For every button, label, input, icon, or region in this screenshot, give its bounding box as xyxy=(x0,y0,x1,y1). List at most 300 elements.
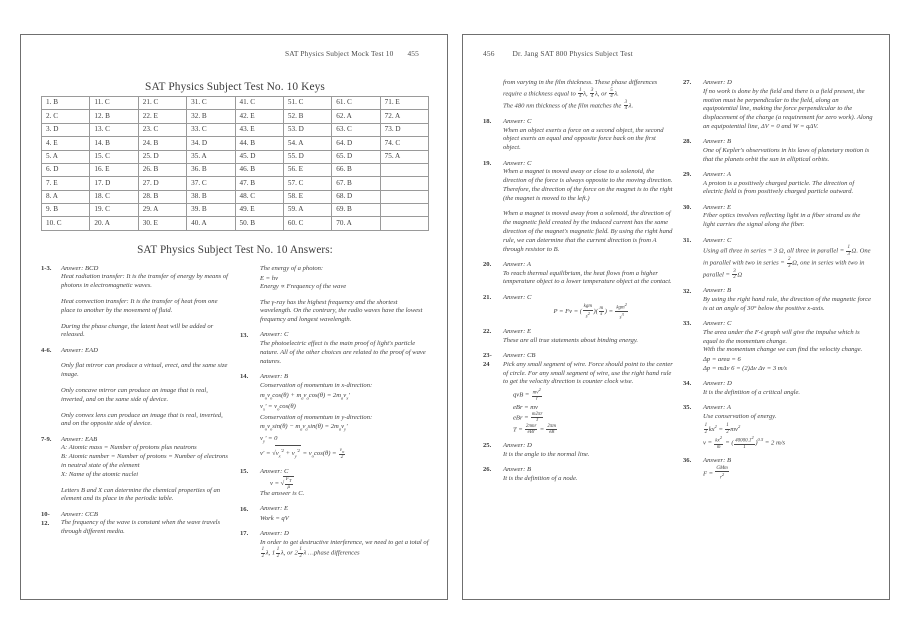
key-cell: 51. C xyxy=(283,97,331,110)
equation-vx-prime: $v_x' = v_o\cos(\theta)$ xyxy=(260,403,296,412)
entry-number-second: 12. xyxy=(41,519,50,527)
key-cell: 20. A xyxy=(90,217,138,230)
explanation-paragraph: Only convex lens can produce an image that is real, inverted, and on the opposite side of device. xyxy=(61,411,223,428)
explanation-text-part: The 480 nm thickness of the film matches the xyxy=(503,102,622,110)
table-row xyxy=(42,204,429,217)
answer-line: Answer: C xyxy=(503,159,532,167)
answer-line: Answer: C xyxy=(703,320,732,328)
explanation-paragraph: Only flat mirror can produce a virtual, erect, and the same size image. xyxy=(61,362,228,379)
explanation-paragraph: Use conservation of energy. xyxy=(703,412,777,420)
entry-number: 4-6. xyxy=(41,347,52,355)
explanation-paragraph: It is the definition of a node. xyxy=(503,474,578,482)
entry-number: 1-3. xyxy=(41,265,52,273)
table-row xyxy=(42,177,429,190)
key-cell: 11. C xyxy=(90,97,138,110)
key-cell: 68. D xyxy=(332,190,380,203)
entry-number: 29. xyxy=(683,171,692,179)
left-page-column-1 xyxy=(41,265,230,566)
key-cell xyxy=(380,190,428,203)
key-cell: 28. B xyxy=(138,190,186,203)
answer-line: Answer: B xyxy=(703,287,732,295)
table-row xyxy=(42,123,429,136)
key-cell: 59. A xyxy=(283,204,331,217)
answer-entry-25 xyxy=(483,442,673,460)
key-cell: 47. B xyxy=(235,177,283,190)
answer-line: Answer: E xyxy=(260,505,289,513)
answer-line: Answer: B xyxy=(703,457,732,465)
key-cell: 66. B xyxy=(332,163,380,176)
entry-body xyxy=(503,442,673,460)
entry-number-first: 23- xyxy=(483,352,492,360)
answer-line: Answer: EAD xyxy=(61,346,98,354)
key-cell: 56. E xyxy=(283,163,331,176)
explanation-paragraph: When an object exerts a force on a second object, the second object exerts an equal and opposite force back on the first object. xyxy=(503,126,664,152)
answer-line: Answer: A xyxy=(503,260,531,268)
fraction-two-thirds: $\frac{2}{3}$ xyxy=(788,257,791,269)
entry-body xyxy=(61,436,230,504)
key-cell: 70. A xyxy=(332,217,380,230)
answer-entry-30 xyxy=(683,204,873,230)
explanation-paragraph: The photoelectric effect is the main proof of light's particle nature. All of the other choices are related to the proof of wave natures. xyxy=(260,340,426,365)
explanation-paragraph: One of Kepler's observations in his laws of planetary motion is that the planets orbit the sun in elliptical orbits. xyxy=(703,146,870,163)
explanation-paragraph: When a magnet is moved away from a solenoid, the direction of the magnetic field created by the induced current has the same direction of the magnet's magnetic field. By using the right hand rule, we can determine that the current direction is from A through resistor to B. xyxy=(503,210,673,253)
fraction-three-quarters: $\frac{3}{4}$ xyxy=(624,99,628,112)
left-page-running-head xyxy=(41,49,429,65)
answer-entry-33 xyxy=(683,320,873,374)
key-cell: 2. C xyxy=(42,110,90,123)
key-cell: 69. B xyxy=(332,204,380,217)
entry-number: 36. xyxy=(683,457,692,465)
key-cell: 14. B xyxy=(90,137,138,150)
entry-number: 25. xyxy=(483,442,492,450)
equation-wave-speed: v = √ $\frac{F_T}{\mu}$ xyxy=(260,476,429,490)
key-cell: 74. C xyxy=(380,137,428,150)
key-cell: 15. C xyxy=(90,150,138,163)
key-cell: 17. D xyxy=(90,177,138,190)
equation-ebr-mv: eBr = mv xyxy=(513,403,538,411)
answer-entry-19 xyxy=(483,160,673,255)
explanation-paragraph xyxy=(703,245,873,280)
key-cell: 40. A xyxy=(187,217,235,230)
explanation-paragraph: Heat convection transfer: It is the transfer of heat from one place to another by the movement of fluid. xyxy=(61,298,218,314)
left-page-column-2 xyxy=(240,265,429,566)
explanation-paragraph: It is the definition of a critical angle. xyxy=(703,388,801,396)
key-cell: 22. E xyxy=(138,110,186,123)
key-cell xyxy=(380,204,428,217)
explanation-paragraph: Energy ∝ Frequency of the wave xyxy=(260,282,347,290)
entry-number: 15. xyxy=(240,467,249,475)
key-cell xyxy=(380,217,428,230)
key-cell: 63. C xyxy=(332,123,380,136)
key-cell: 19. C xyxy=(90,204,138,217)
right-page-running-head xyxy=(483,49,873,65)
explanation-paragraph: X: Name of the atomic nuclei xyxy=(61,470,139,478)
table-row xyxy=(42,217,429,230)
key-cell: 5. A xyxy=(42,150,90,163)
answer-entry-21 xyxy=(483,294,673,322)
entry-number: 21. xyxy=(483,293,492,301)
entry-body xyxy=(260,331,429,366)
continuation-block-thin-film xyxy=(483,79,673,111)
entry-body xyxy=(503,328,673,346)
entry-number: 26. xyxy=(483,466,492,474)
entry-number: 17. xyxy=(240,530,249,538)
explanation-paragraph: Heat radiation transfer: It is the transfer of energy by means of photons in electromagnetic waves. xyxy=(61,273,228,290)
answer-entry-13 xyxy=(240,331,429,366)
equation-impulse-area: Δp = area = 6 xyxy=(703,356,741,364)
entry-body xyxy=(503,466,673,484)
key-cell: 7. E xyxy=(42,177,90,190)
right-page-column-1 xyxy=(483,79,673,490)
key-cell: 44. B xyxy=(235,137,283,150)
table-row xyxy=(42,150,429,163)
key-cell: 39. B xyxy=(187,204,235,217)
answer-entry-7-9 xyxy=(41,436,230,504)
right-running-head-text: Dr. Jang SAT 800 Physics Subject Test xyxy=(512,49,633,58)
key-cell: 8. A xyxy=(42,190,90,203)
page-right xyxy=(462,34,890,600)
key-cell: 50. B xyxy=(235,217,283,230)
entry-number: 13. xyxy=(240,331,249,339)
fraction-one-quarter: $\frac{1}{4}$ xyxy=(579,87,582,100)
entry-number: 35. xyxy=(683,404,692,412)
answer-keys-body xyxy=(42,97,429,231)
answer-line: Answer: C xyxy=(703,236,732,244)
fraction-one-half: $\frac{1}{2}$ xyxy=(299,547,302,559)
key-cell: 52. B xyxy=(283,110,331,123)
entry-body xyxy=(260,265,429,325)
entry-body xyxy=(703,171,873,197)
entry-body xyxy=(703,320,873,374)
entry-body xyxy=(503,261,673,287)
explanation-paragraph: The energy of a photon: xyxy=(260,264,324,272)
answer-entry-26 xyxy=(483,466,673,484)
entry-body xyxy=(61,265,230,340)
explanation-paragraph: The answer is C. xyxy=(260,490,305,498)
key-cell: 25. D xyxy=(138,150,186,163)
answer-entry-34 xyxy=(683,380,873,398)
answer-line: Answer: A xyxy=(703,404,731,412)
answer-line: Answer: D xyxy=(703,79,732,86)
entry-number: 18. xyxy=(483,118,492,126)
equation-velocity-solve: v = $\frac{kx^2}{m}$ = ( $\frac{40000.1^2}{1}$ )$^{0.5}$ = 2 m/s xyxy=(703,435,786,451)
answer-line: Answer: D xyxy=(703,380,732,388)
explanation-paragraph: By using the right hand rule, the direction of the magnetic force is at an angle of 30° below the positive x-axis. xyxy=(703,295,871,312)
equation-momentum-change: Δp = mΔv 6 = (2)Δv Δv = 3 m/s xyxy=(703,365,787,373)
answer-line: Answer: E xyxy=(703,203,732,211)
key-cell: 34. D xyxy=(187,137,235,150)
key-cell: 41. C xyxy=(235,97,283,110)
entry-number: 16. xyxy=(240,505,249,513)
left-page-columns xyxy=(41,265,429,566)
answer-entry-23-24 xyxy=(483,352,673,435)
entry-number: 32. xyxy=(683,287,692,295)
fraction-one-half: $\frac{1}{2}$ xyxy=(261,547,265,559)
entry-body xyxy=(503,352,673,435)
answer-entry-29 xyxy=(683,171,873,197)
explanation-text-part: Ω. One in parallel with two in series = xyxy=(703,247,871,267)
entry-body xyxy=(703,457,873,481)
key-cell: 1. B xyxy=(42,97,90,110)
explanation-paragraph: To reach thermal equilibrium, the heat flows from a higher temperature object to a lower temperature object at the contact. xyxy=(503,269,672,286)
key-cell: 57. C xyxy=(283,177,331,190)
answer-line: Answer: B xyxy=(503,465,532,473)
explanation-paragraph: In order to get destructive interference, we need to get a total of $\frac{1}{2}$ λ, 1 $\frac{1}{2}$ λ, or 2 $\frac{1}{2}$ λ …phase differences xyxy=(260,538,429,559)
explanation-paragraph: Fiber optics involves reflecting light in a fiber strand as the light carries the signal along the fiber. xyxy=(703,212,861,229)
key-cell: 9. B xyxy=(42,204,90,217)
key-cell: 31. C xyxy=(187,97,235,110)
continuation-block-photon xyxy=(240,265,429,325)
answer-line: Answer: C xyxy=(503,293,532,301)
key-cell: 60. C xyxy=(283,217,331,230)
explanation-paragraph: A proton is a positively charged particle. The direction of electric field is from positively charged particle outward. xyxy=(703,179,855,196)
key-cell: 49. E xyxy=(235,204,283,217)
key-cell: 24. B xyxy=(138,137,186,150)
entry-number: 28. xyxy=(683,138,692,146)
key-cell: 54. A xyxy=(283,137,331,150)
entry-number: 33. xyxy=(683,320,692,328)
explanation-paragraph: Letters B and X can determine the chemical properties of an element and its place in the periodic table. xyxy=(61,486,221,503)
key-cell: 43. E xyxy=(235,123,283,136)
answer-entry-27 xyxy=(683,79,873,132)
explanation-paragraph: With the momentum change we can find the velocity change. xyxy=(703,346,863,354)
key-cell: 37. C xyxy=(187,177,235,190)
entry-body xyxy=(703,404,873,451)
entry-number: 31. xyxy=(683,236,692,244)
explanation-text-part: or xyxy=(601,90,607,98)
explanation-paragraph: The γ-ray has the highest frequency and the shortest wavelength. On the contrary, the radio waves have the lowest frequency and longest wavelength. xyxy=(260,298,423,324)
answer-entry-1-3 xyxy=(41,265,230,340)
explanation-paragraph: The 480 nm thickness of the film matches the $\frac{3}{4}$ λ. xyxy=(503,99,634,112)
key-cell: 26. B xyxy=(138,163,186,176)
explanation-paragraph: It is the angle to the normal line. xyxy=(503,450,590,458)
table-row xyxy=(42,110,429,123)
answer-line: Answer: C xyxy=(260,331,289,339)
key-cell: 35. A xyxy=(187,150,235,163)
equation-momentum-y: $m_ov_o\sin(\theta) - m_av_a\sin(\theta) = 2m_av_y'$ xyxy=(260,423,348,432)
answer-entry-22 xyxy=(483,328,673,346)
equation-energy-conservation: $\frac{1}{2}$ $kx^2$ = $\frac{1}{2}$ $mv^2$ xyxy=(704,423,741,435)
key-cell: 71. E xyxy=(380,97,428,110)
entry-body xyxy=(260,468,429,499)
explanation-paragraph: Conservation of momentum in y-direction: xyxy=(260,413,373,421)
key-cell: 27. D xyxy=(138,177,186,190)
answer-entry-18 xyxy=(483,118,673,153)
entry-body xyxy=(260,505,429,523)
key-cell xyxy=(380,163,428,176)
answer-entry-17 xyxy=(240,530,429,559)
key-cell: 38. B xyxy=(187,190,235,203)
key-cell: 18. C xyxy=(90,190,138,203)
equation-photon-energy: E = hν xyxy=(260,274,278,282)
answer-line: Answer: B xyxy=(260,373,289,381)
answers-title: SAT Physics Subject Test No. 10 Answers: xyxy=(137,243,333,256)
answer-entry-32 xyxy=(683,287,873,313)
equation-period: T = $\frac{\text{2πmr}}{\text{eBr}}$ = $\frac{2\pi m}{eB}$ xyxy=(513,423,557,435)
explanation-text-part: …phase differences xyxy=(308,549,360,557)
key-cell: 42. E xyxy=(235,110,283,123)
answer-entry-14 xyxy=(240,373,429,461)
fraction-five-quarters: $\frac{5}{4}$ xyxy=(610,87,613,100)
entry-number: 20. xyxy=(483,261,492,269)
key-cell: 21. C xyxy=(138,97,186,110)
entry-body xyxy=(503,294,673,322)
entry-body xyxy=(703,204,873,230)
answer-entry-28 xyxy=(683,138,873,164)
key-cell: 64. D xyxy=(332,137,380,150)
answer-entry-36 xyxy=(683,457,873,481)
entry-body xyxy=(703,287,873,313)
key-cell: 61. C xyxy=(332,97,380,110)
explanation-paragraph: If no work is done by the field and there is a field present, the motion must be perpendicular to the field, along an equipotential line, making the force perpendicular to the displacement of the charge (a requirement for zero work). Along an equipotential line, ΔV = 0 and W = qΔV. xyxy=(703,87,873,130)
fraction-one-third: $\frac{1}{3}$ xyxy=(847,245,850,257)
entry-number: 14. xyxy=(240,373,249,381)
explanation-paragraph: The area under the F-t graph will give the impulse which is equal to the momentum change. xyxy=(703,328,860,345)
key-cell: 32. B xyxy=(187,110,235,123)
right-page-columns xyxy=(483,79,873,490)
key-cell xyxy=(380,177,428,190)
explanation-text-part: Using all three in series = 3 Ω, all three in parallel = xyxy=(703,247,845,255)
table-row xyxy=(42,190,429,203)
equation-work: Work = qV xyxy=(260,515,289,523)
entry-body xyxy=(703,237,873,281)
explanation-paragraph: Only concave mirror can produce an image that is real, inverted, and on the same side of device. xyxy=(61,387,208,403)
key-cell: 67. B xyxy=(332,177,380,190)
key-cell: 65. D xyxy=(332,150,380,163)
explanation-paragraph: from varying in the film thickness. These phase differences require a thickness equal to $\frac{1}{4}$ λ, $\frac{3}{4}$ λ, or $\frac{5}{4}$ λ. xyxy=(503,79,658,100)
right-page-column-2 xyxy=(683,79,873,490)
equation-power: P = Fv = ( $\frac{\text{kgm}}{s^2}$ )( $\frac{m}{s}$ ) = $\frac{kgm^2}{s^3}$ xyxy=(553,302,627,322)
key-cell: 16. E xyxy=(90,163,138,176)
entry-body xyxy=(503,79,673,111)
explanation-paragraph: During the phase change, the latent heat will be added or released. xyxy=(61,322,214,339)
fraction-three-halves: $\frac{3}{2}$ xyxy=(733,268,736,281)
keys-title: SAT Physics Subject Test No. 10 Keys xyxy=(145,81,325,93)
key-cell: 58. E xyxy=(283,190,331,203)
answer-line: Answer: BCD xyxy=(61,264,99,272)
entry-number xyxy=(483,352,503,369)
entry-body xyxy=(503,160,673,255)
equation-qvb: qvB = $\frac{mv^2}{r}$ xyxy=(513,387,541,403)
key-cell: 55. D xyxy=(283,150,331,163)
explanation-text-part: Ω xyxy=(737,271,743,279)
entry-number: 22. xyxy=(483,328,492,336)
explanation-paragraph: The frequency of the wave is constant when the wave travels through different media. xyxy=(61,519,221,536)
key-cell: 75. A xyxy=(380,150,428,163)
answer-line: Answer: EAB xyxy=(61,435,98,443)
page-left xyxy=(20,34,448,600)
answer-entry-10-12 xyxy=(41,511,230,537)
explanation-paragraph: B: Atomic number = Number of protons = Number of electrons in neutral state of the element xyxy=(61,453,228,470)
equation-vy-prime: $v_y' = 0$ xyxy=(260,434,278,444)
answer-line: Answer: C xyxy=(260,467,289,475)
key-cell: 46. B xyxy=(235,163,283,176)
entry-body xyxy=(703,138,873,164)
entry-number xyxy=(41,511,61,528)
entry-number-second: 24 xyxy=(483,360,490,368)
entry-body xyxy=(61,347,230,429)
explanation-paragraph: These are all true statements about binding energy. xyxy=(503,336,639,344)
explanation-text-part: from varying in the film thickness. These phase differences require a thickness equal to xyxy=(503,79,658,98)
answer-line: Answer: CCB xyxy=(61,510,98,518)
entry-body xyxy=(61,511,230,537)
entry-number: 34. xyxy=(683,380,692,388)
entry-number: 27. xyxy=(683,79,692,87)
key-cell: 33. C xyxy=(187,123,235,136)
left-page-number: 455 xyxy=(407,49,419,58)
explanation-paragraph: Conservation of momentum in x-direction: xyxy=(260,381,373,389)
key-cell: 73. D xyxy=(380,123,428,136)
key-cell: 4. E xyxy=(42,137,90,150)
entry-number-first: 10- xyxy=(41,511,50,518)
key-cell: 45. D xyxy=(235,150,283,163)
table-row xyxy=(42,163,429,176)
answer-entry-31 xyxy=(683,237,873,281)
entry-body xyxy=(260,373,429,461)
explanation-paragraph: Pick any small segment of wire. Force should point to the center of circle. For any small segment of wire, use the right hand rule to get the velocity direction is counter clock wise. xyxy=(503,360,673,386)
fraction-one-half: $\frac{1}{2}$ xyxy=(276,547,280,559)
explanation-text-part: In order to get destructive interference, we need to get a total of xyxy=(260,538,429,546)
key-cell: 30. E xyxy=(138,217,186,230)
equation-v-prime: $v' = √v_x^{'2} + v_y^{'2} = v_o\cos(\theta)$ = $\frac{v_o}{2}$ xyxy=(260,445,429,461)
explanation-text-part: Ω, one in series with two in parallel = xyxy=(703,259,865,279)
answer-entry-20 xyxy=(483,261,673,287)
equation-gravitation: F = $\frac{\text{GMm}}{r^2}$ xyxy=(703,465,728,481)
answer-line: Answer: D xyxy=(503,441,532,449)
key-cell: 72. A xyxy=(380,110,428,123)
entry-body xyxy=(260,530,429,559)
answer-line: Answer: B xyxy=(703,138,732,146)
entry-body xyxy=(703,79,873,132)
key-cell: 10. C xyxy=(42,217,90,230)
answer-line: Answer: D xyxy=(260,529,289,537)
left-running-head-text: SAT Physics Subject Mock Test 10 xyxy=(284,49,394,58)
key-cell: 53. D xyxy=(283,123,331,136)
entry-number: 7-9. xyxy=(41,436,52,444)
explanation-paragraph: A: Atomic mass = Number of protons plus neutrons xyxy=(61,444,197,452)
answer-line: Answer: C xyxy=(503,117,532,125)
entry-number: 30. xyxy=(683,204,692,212)
equation-momentum-x: $m_ov_o\cos(\theta) + m_av_a\cos(\theta) = 2m_av_x'$ xyxy=(260,391,350,400)
answer-entry-16 xyxy=(240,505,429,523)
right-page-number: 456 xyxy=(483,49,495,58)
answer-entry-35 xyxy=(683,404,873,451)
key-cell: 12. B xyxy=(90,110,138,123)
answer-line: Answer: CB xyxy=(503,352,536,360)
key-cell: 6. D xyxy=(42,163,90,176)
explanation-paragraph: When a magnet is moved away or close to a solenoid, the direction of the force is always opposite to the moving direction. Therefore, the direction of the force on the magnet is to the right (the magnet is moved to the left.) xyxy=(503,168,673,202)
table-row xyxy=(42,97,429,110)
equation-ebr-m2pir: eBr = $\frac{m2\pi r}{T}$ xyxy=(513,411,543,424)
fraction-three-quarters: $\frac{3}{4}$ xyxy=(590,87,594,100)
answer-line: Answer: E xyxy=(503,328,532,336)
key-cell: 48. C xyxy=(235,190,283,203)
answer-keys-table xyxy=(41,96,429,231)
answer-line: Answer: A xyxy=(703,170,731,178)
key-cell: 13. C xyxy=(90,123,138,136)
key-cell: 36. B xyxy=(187,163,235,176)
entry-body xyxy=(503,118,673,153)
answer-entry-15 xyxy=(240,468,429,499)
key-cell: 23. C xyxy=(138,123,186,136)
entry-body xyxy=(703,380,873,398)
answer-entry-4-6 xyxy=(41,347,230,429)
key-cell: 3. D xyxy=(42,123,90,136)
key-cell: 62. A xyxy=(332,110,380,123)
key-cell: 29. A xyxy=(138,204,186,217)
table-row xyxy=(42,137,429,150)
entry-number: 19. xyxy=(483,159,492,167)
